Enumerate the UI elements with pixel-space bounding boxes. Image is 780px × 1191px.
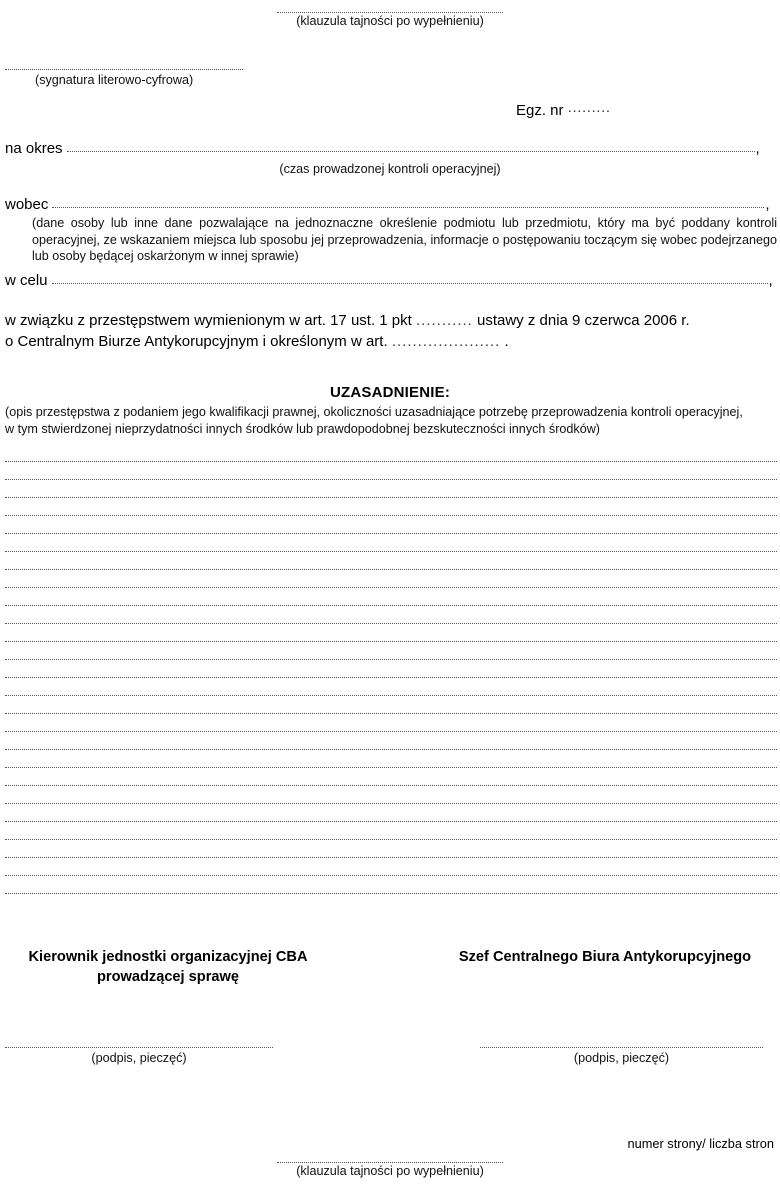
legal-basis-line-2 — [5, 331, 777, 352]
subject-label: wobec — [5, 196, 49, 213]
purpose-field-row — [5, 272, 777, 289]
subject-input-line[interactable] — [52, 200, 764, 208]
subject-field-row — [5, 196, 777, 213]
legal-basis-line1-part1: w związku z przestępstwem wymienionym w art. 17 ust. 1 pkt — [5, 312, 412, 329]
top-secrecy-clause-caption: (klauzula tajności po wypełnieniu) — [296, 14, 484, 28]
signature-code-dotted-line — [5, 65, 243, 70]
subject-trailing-comma: , — [765, 196, 770, 213]
justification-writing-line[interactable] — [5, 768, 777, 786]
period-trailing-comma: , — [755, 140, 760, 157]
period-label: na okres — [5, 140, 63, 157]
justification-writing-line[interactable] — [5, 660, 777, 678]
justification-writing-line[interactable] — [5, 750, 777, 768]
purpose-label: w celu — [5, 272, 48, 289]
signature-left-title-line-2: prowadzącej sprawę — [97, 969, 239, 986]
legal-basis-point-dots[interactable]: ........... — [415, 312, 473, 329]
justification-description-line-1: (opis przestępstwa z podaniem jego kwalifikacji prawnej, okoliczności uzasadniające potrzebę przeprowadzenia kontroli operacyjnej, — [5, 405, 743, 419]
signature-code-caption: (sygnatura literowo-cyfrowa) — [35, 73, 194, 87]
period-input-line[interactable] — [67, 144, 755, 152]
justification-writing-line[interactable] — [5, 588, 777, 606]
copy-number-field — [516, 100, 611, 119]
signature-block-right — [440, 947, 770, 967]
purpose-trailing-comma: , — [768, 272, 773, 289]
justification-writing-line[interactable] — [5, 840, 777, 858]
bottom-secrecy-clause-dotted-line — [277, 1158, 503, 1163]
justification-writing-line[interactable] — [5, 696, 777, 714]
copy-number-dots[interactable]: ......... — [567, 100, 611, 115]
subject-description: (dane osoby lub inne dane pozwalające na jednoznaczne określenie podmiotu lub przedmiotu, który ma być poddany kontroli operacyjnej, ze wskazaniem miejsca lub sposobu jej przeprowadzenia, informacje o postępowaniu toczącym się wobec podejrzanego lub osoby będącej oskarżonym w innej sprawie) — [32, 216, 777, 264]
justification-writing-line[interactable] — [5, 462, 777, 480]
signature-left-title-line-1: Kierownik jednostki organizacyjnej CBA — [28, 949, 308, 965]
justification-description-line-2: w tym stwierdzonej nieprzydatności innych środków lub prawdopodobnej bezskuteczności innych środków) — [5, 421, 600, 436]
signature-right-title-line-1: Szef Centralnego Biura Antykorupcyjnego — [458, 949, 752, 965]
signature-line-right — [480, 1043, 763, 1067]
top-secrecy-clause-dotted-line — [277, 8, 503, 13]
legal-basis-line2-part1: o Centralnym Biurze Antykorupcyjnym i określonym w art. — [5, 333, 388, 351]
signature-block-left — [8, 947, 328, 988]
bottom-secrecy-clause — [0, 1158, 780, 1180]
justification-writing-line[interactable] — [5, 516, 777, 534]
justification-writing-line[interactable] — [5, 444, 777, 462]
signature-code-block — [5, 65, 305, 89]
justification-writing-line[interactable] — [5, 804, 777, 822]
signature-line-left — [5, 1043, 273, 1067]
signature-right-caption: (podpis, pieczęć) — [573, 1051, 670, 1065]
signature-right-dotted-line[interactable] — [480, 1043, 763, 1048]
justification-writing-line[interactable] — [5, 570, 777, 588]
signature-left-dotted-line[interactable] — [5, 1043, 273, 1048]
justification-writing-line[interactable] — [5, 642, 777, 660]
legal-basis-block — [5, 310, 777, 353]
legal-basis-article-dots[interactable]: ..................... — [391, 333, 501, 351]
period-field-row — [5, 140, 777, 157]
justification-writing-line[interactable] — [5, 606, 777, 624]
copy-number-label: Egz. nr — [516, 102, 564, 119]
legal-basis-line-1 — [5, 310, 777, 331]
legal-basis-line1-part2: ustawy z dnia 9 czerwca 2006 r. — [477, 312, 690, 329]
justification-writing-line[interactable] — [5, 858, 777, 876]
justification-writing-line[interactable] — [5, 534, 777, 552]
legal-basis-line2-period: . — [504, 333, 509, 351]
signature-left-caption: (podpis, pieczęć) — [91, 1051, 187, 1065]
bottom-secrecy-clause-caption: (klauzula tajności po wypełnieniu) — [296, 1164, 484, 1178]
purpose-input-line[interactable] — [52, 276, 768, 284]
top-secrecy-clause — [0, 8, 780, 30]
justification-writing-line[interactable] — [5, 876, 777, 894]
justification-writing-lines[interactable] — [5, 444, 777, 894]
justification-writing-line[interactable] — [5, 480, 777, 498]
justification-writing-line[interactable] — [5, 822, 777, 840]
justification-writing-line[interactable] — [5, 786, 777, 804]
justification-writing-line[interactable] — [5, 552, 777, 570]
justification-writing-line[interactable] — [5, 678, 777, 696]
justification-writing-line[interactable] — [5, 732, 777, 750]
justification-writing-line[interactable] — [5, 498, 777, 516]
justification-heading: UZASADNIENIE: — [329, 384, 451, 401]
page-number-label: numer strony/ liczba stron — [627, 1136, 774, 1151]
justification-writing-line[interactable] — [5, 714, 777, 732]
justification-description — [5, 404, 777, 437]
period-caption: (czas prowadzonej kontroli operacyjnej) — [279, 162, 501, 176]
justification-writing-line[interactable] — [5, 624, 777, 642]
